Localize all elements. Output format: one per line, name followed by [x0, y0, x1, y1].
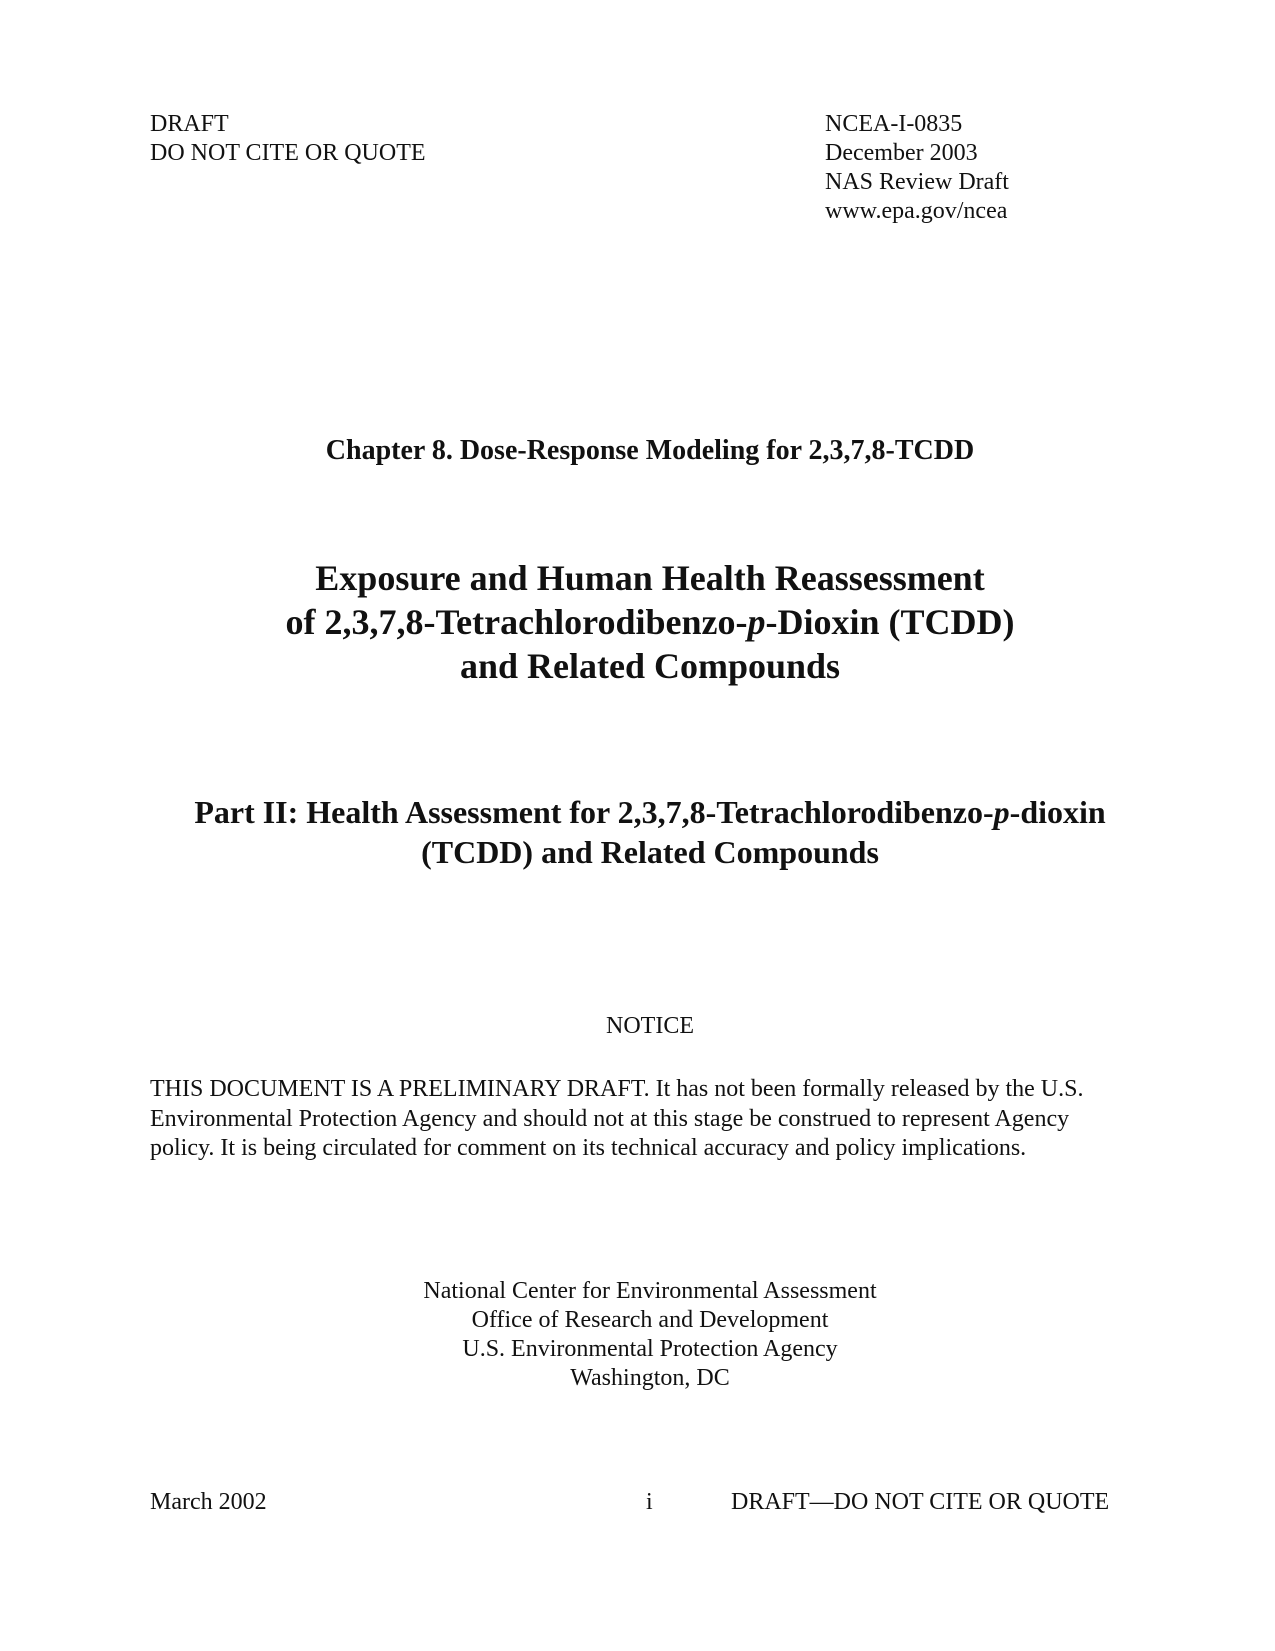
- main-title-line-2-pre: of 2,3,7,8-Tetrachlorodibenzo-: [285, 602, 748, 642]
- part-title-line-1: [0, 792, 1275, 832]
- part-title-line-1-italic: p: [993, 794, 1010, 830]
- notice-body: [150, 1075, 1150, 1164]
- main-title-line-2-post: -Dioxin (TCDD): [765, 602, 1015, 642]
- org-agency: U.S. Environmental Protection Agency: [462, 1336, 838, 1362]
- part-title-line-1-post: -dioxin: [1009, 794, 1106, 830]
- part-title-line-2: (TCDD) and Related Compounds: [421, 834, 879, 870]
- document-date: December 2003: [825, 140, 978, 166]
- draft-label: DRAFT: [150, 111, 229, 137]
- part-title: [0, 792, 1275, 872]
- main-title-line-2-italic: p: [747, 602, 766, 642]
- main-title-line-3: and Related Compounds: [459, 646, 841, 686]
- notice-line-3: policy. It is being circulated for comment on its technical accuracy and policy implications.: [150, 1135, 1027, 1161]
- main-title: [0, 556, 1275, 688]
- notice-line-1: THIS DOCUMENT IS A PRELIMINARY DRAFT. It has not been formally released by the U.S.: [150, 1076, 1084, 1102]
- part-title-line-1-pre: Part II: Health Assessment for 2,3,7,8-Tetrachlorodibenzo-: [194, 794, 994, 830]
- footer-draft-label: DRAFT—DO NOT CITE OR QUOTE: [731, 1489, 1110, 1515]
- notice-heading: NOTICE: [606, 1013, 694, 1039]
- organization-block: [0, 1277, 1275, 1393]
- org-location: Washington, DC: [570, 1365, 730, 1391]
- page-number: i: [646, 1489, 653, 1515]
- main-title-line-1: Exposure and Human Health Reassessment: [315, 558, 985, 598]
- header-right-block: [825, 110, 1009, 226]
- main-title-line-2: [0, 600, 1275, 644]
- chapter-title: Chapter 8. Dose-Response Modeling for 2,3,7,8-TCDD: [325, 435, 975, 466]
- org-center: National Center for Environmental Assessment: [423, 1278, 877, 1304]
- notice-line-2: Environmental Protection Agency and should not at this stage be construed to represent Agency: [150, 1105, 1070, 1132]
- org-office: Office of Research and Development: [471, 1307, 829, 1333]
- do-not-cite-label: DO NOT CITE OR QUOTE: [150, 140, 426, 166]
- footer-date: March 2002: [150, 1489, 267, 1515]
- document-number: NCEA-I-0835: [825, 111, 963, 137]
- website-url: www.epa.gov/ncea: [825, 198, 1008, 224]
- review-status: NAS Review Draft: [825, 169, 1009, 195]
- header-left-block: [150, 110, 426, 168]
